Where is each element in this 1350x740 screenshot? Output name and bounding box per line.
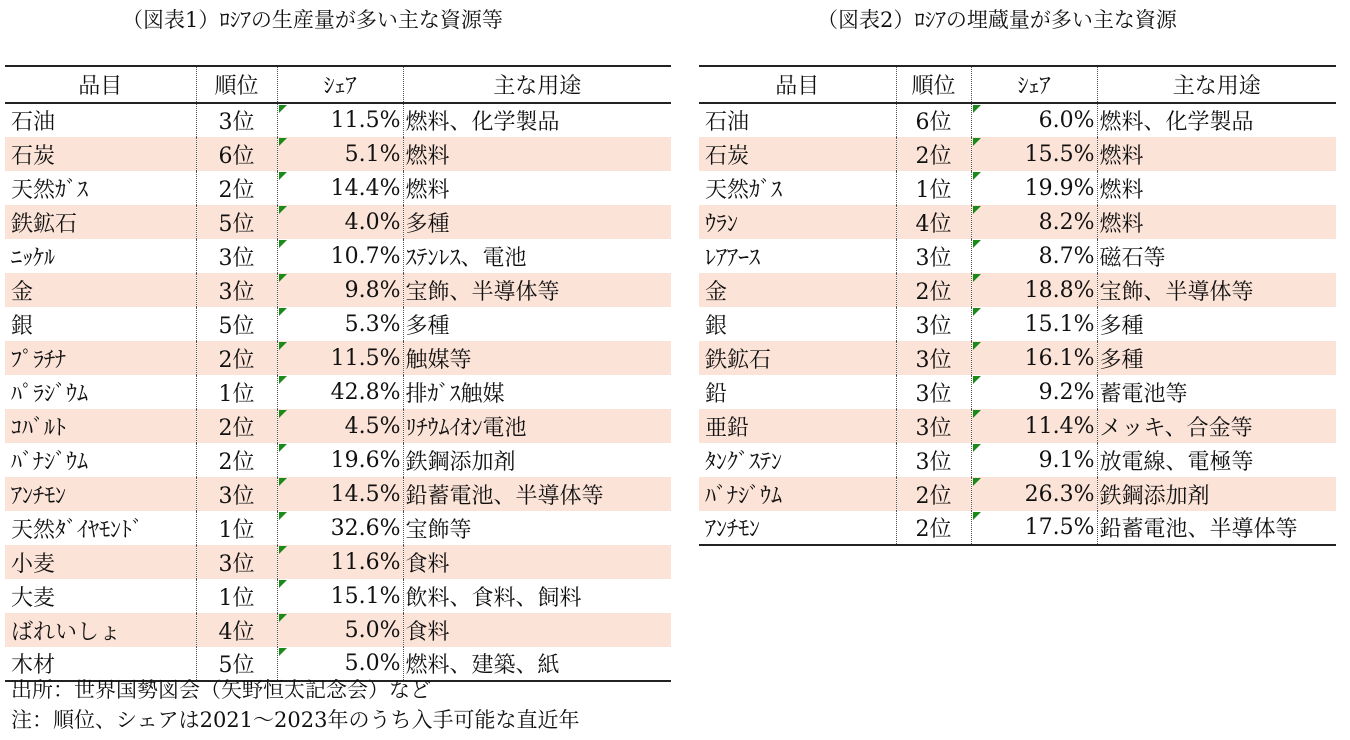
share-cell: [277, 511, 403, 545]
table-row: [5, 613, 671, 647]
error-indicator-icon: [279, 274, 287, 282]
share-value: 11.6%: [330, 549, 401, 575]
rank-cell: 5位: [196, 205, 277, 239]
table-row: [5, 579, 671, 613]
error-indicator-icon: [279, 172, 287, 180]
item-cell: 石油: [699, 103, 896, 137]
rank-cell: 1位: [196, 511, 277, 545]
share-cell: [971, 477, 1097, 511]
table-row: [5, 205, 671, 239]
rank-cell: 3位: [196, 273, 277, 307]
rank-cell: 1位: [196, 579, 277, 613]
use-cell: 宝飾、半導体等: [403, 273, 671, 307]
table-row: [5, 375, 671, 409]
share-value: 42.8%: [330, 379, 401, 405]
use-cell: 多種: [1097, 341, 1336, 375]
share-cell: [277, 477, 403, 511]
error-indicator-icon: [973, 444, 981, 452]
share-value: 5.1%: [344, 141, 401, 167]
remark-note: 注：順位、シェアは2021～2023年のうち入手可能な直近年: [11, 708, 580, 732]
table-row: [5, 511, 671, 545]
share-cell: [971, 375, 1097, 409]
use-cell: メッキ、合金等: [1097, 409, 1336, 443]
error-indicator-icon: [279, 614, 287, 622]
item-cell: 木材: [5, 647, 196, 681]
use-cell: 燃料: [405, 177, 450, 203]
rank-cell: 1位: [896, 171, 971, 205]
item-cell: ﾀﾝｸﾞｽﾃﾝ: [699, 443, 896, 477]
item-cell: ﾌﾟﾗﾁﾅ: [5, 341, 196, 375]
error-indicator-icon: [973, 308, 981, 316]
share-value: 10.7%: [330, 243, 401, 269]
use-cell: 燃料: [1097, 137, 1336, 171]
header-share: ｼｪｱ: [971, 66, 1097, 103]
item-cell: ﾚｱｱｰｽ: [699, 239, 896, 273]
table-row: [5, 477, 671, 511]
table-row: [699, 239, 1336, 273]
error-indicator-icon: [973, 138, 981, 146]
error-indicator-icon: [279, 546, 287, 554]
error-indicator-icon: [973, 410, 981, 418]
item-cell: 天然ｶﾞｽ: [699, 171, 896, 205]
share-cell: [277, 443, 403, 477]
use-cell: 磁石等: [1099, 245, 1166, 271]
share-cell: [277, 341, 403, 375]
error-indicator-icon: [973, 478, 981, 486]
rank-cell: 3位: [896, 443, 971, 477]
error-indicator-icon: [973, 206, 981, 214]
table-row: [5, 545, 671, 579]
use-cell: 触媒等: [403, 341, 671, 375]
table2-title: （図表2）ﾛｼｱの埋蔵量が多い主な資源: [817, 8, 1177, 32]
share-cell: [277, 103, 403, 137]
use-cell: 宝飾、半導体等: [1097, 273, 1336, 307]
item-cell: 石油: [5, 103, 196, 137]
share-value: 16.1%: [1024, 345, 1095, 371]
share-value: 15.1%: [330, 583, 401, 609]
header-rank: 順位: [196, 66, 277, 103]
table-row: [699, 341, 1336, 375]
error-indicator-icon: [279, 342, 287, 350]
table-row: [5, 273, 671, 307]
share-value: 9.1%: [1038, 447, 1095, 473]
error-indicator-icon: [279, 308, 287, 316]
share-cell: [971, 137, 1097, 171]
share-cell: [971, 341, 1097, 375]
item-cell: 小麦: [5, 545, 196, 579]
table-row: [5, 171, 671, 205]
share-cell: [277, 409, 403, 443]
rank-cell: 6位: [196, 137, 277, 171]
rank-cell: 5位: [196, 647, 277, 681]
use-cell: 放電線、電極等: [1099, 449, 1254, 475]
share-cell: [277, 307, 403, 341]
item-cell: 鉛: [699, 375, 896, 409]
share-value: 5.3%: [344, 311, 401, 337]
rank-cell: 2位: [196, 341, 277, 375]
use-cell: ﾘﾁｳﾑｲｵﾝ電池: [403, 409, 671, 443]
rank-cell: 4位: [896, 205, 971, 239]
table-row: [5, 137, 671, 171]
share-cell: [971, 171, 1097, 205]
item-cell: ｳﾗﾝ: [699, 205, 896, 239]
item-cell: 大麦: [5, 579, 196, 613]
header-use: 主な用途: [403, 66, 671, 103]
share-value: 8.2%: [1038, 209, 1095, 235]
error-indicator-icon: [973, 376, 981, 384]
share-cell: [277, 137, 403, 171]
share-value: 18.8%: [1024, 277, 1095, 303]
share-value: 5.0%: [344, 617, 401, 643]
rank-cell: 6位: [896, 103, 971, 137]
table-row: [699, 205, 1336, 239]
share-cell: [971, 409, 1097, 443]
table-header-row: [5, 66, 671, 103]
share-cell: [971, 511, 1097, 545]
item-cell: 金: [5, 273, 196, 307]
item-cell: ばれいしょ: [5, 613, 196, 647]
table-row: [5, 239, 671, 273]
share-value: 14.5%: [330, 481, 401, 507]
header-item: 品目: [699, 66, 896, 103]
item-cell: ｺﾊﾞﾙﾄ: [5, 409, 196, 443]
rank-cell: 3位: [896, 307, 971, 341]
use-cell: 多種: [403, 205, 671, 239]
share-cell: [277, 545, 403, 579]
use-cell: 飲料、食料、飼料: [405, 585, 582, 611]
use-cell: 蓄電池等: [1099, 381, 1188, 407]
use-cell: 燃料: [1099, 177, 1144, 203]
item-cell: ｱﾝﾁﾓﾝ: [699, 511, 896, 545]
use-cell: ｽﾃﾝﾚｽ、電池: [405, 245, 527, 271]
use-cell: 多種: [405, 313, 450, 339]
share-value: 9.2%: [1038, 379, 1095, 405]
error-indicator-icon: [279, 478, 287, 486]
use-cell: 食料: [403, 545, 671, 579]
item-cell: 天然ﾀﾞｲﾔﾓﾝﾄﾞ: [5, 511, 196, 545]
error-indicator-icon: [973, 240, 981, 248]
rank-cell: 2位: [196, 171, 277, 205]
rank-cell: 3位: [196, 239, 277, 273]
table-row: [5, 341, 671, 375]
share-value: 5.0%: [344, 651, 401, 676]
error-indicator-icon: [279, 240, 287, 248]
rank-cell: 3位: [196, 477, 277, 511]
item-cell: 天然ｶﾞｽ: [5, 171, 196, 205]
use-cell: 排ｶﾞｽ触媒: [405, 381, 505, 407]
error-indicator-icon: [973, 105, 981, 113]
table-row: [699, 477, 1336, 511]
item-cell: 銀: [5, 307, 196, 341]
item-cell: 石炭: [5, 137, 196, 171]
item-cell: 金: [699, 273, 896, 307]
table-row: [699, 103, 1336, 137]
use-cell: 燃料、化学製品: [405, 110, 560, 135]
table-row: [699, 307, 1336, 341]
header-share: ｼｪｱ: [277, 66, 403, 103]
share-value: 26.3%: [1024, 481, 1095, 507]
item-cell: 鉄鉱石: [5, 205, 196, 239]
error-indicator-icon: [973, 512, 981, 520]
error-indicator-icon: [279, 376, 287, 384]
item-cell: 亜鉛: [699, 409, 896, 443]
error-indicator-icon: [279, 444, 287, 452]
error-indicator-icon: [279, 206, 287, 214]
error-indicator-icon: [279, 410, 287, 418]
table-row: [5, 443, 671, 477]
use-cell: 宝飾等: [405, 517, 472, 543]
item-cell: ﾊﾞﾅｼﾞｳﾑ: [699, 477, 896, 511]
rank-cell: 2位: [896, 511, 971, 545]
share-cell: [277, 613, 403, 647]
rank-cell: 2位: [896, 477, 971, 511]
share-value: 32.6%: [330, 515, 401, 541]
use-cell: 燃料、化学製品: [1099, 110, 1254, 135]
share-value: 19.9%: [1024, 175, 1095, 201]
share-value: 15.5%: [1024, 141, 1095, 167]
rank-cell: 3位: [896, 375, 971, 409]
rank-cell: 3位: [896, 239, 971, 273]
table-row: [699, 409, 1336, 443]
item-cell: ﾊﾟﾗｼﾞｳﾑ: [5, 375, 196, 409]
use-cell: 燃料: [1097, 205, 1336, 239]
rank-cell: 2位: [896, 273, 971, 307]
header-rank: 順位: [896, 66, 971, 103]
item-cell: 銀: [699, 307, 896, 341]
table1-title: （図表1）ﾛｼｱの生産量が多い主な資源等: [122, 8, 503, 32]
share-cell: [971, 205, 1097, 239]
use-cell: 多種: [1099, 313, 1144, 339]
error-indicator-icon: [279, 580, 287, 588]
rank-cell: 5位: [196, 307, 277, 341]
share-value: 6.0%: [1038, 108, 1095, 133]
rank-cell: 1位: [196, 375, 277, 409]
item-cell: ﾆｯｹﾙ: [5, 239, 196, 273]
table-row: [5, 103, 671, 137]
share-cell: [277, 375, 403, 409]
share-value: 11.5%: [330, 345, 401, 371]
share-value: 15.1%: [1024, 311, 1095, 337]
share-cell: [277, 171, 403, 205]
rank-cell: 2位: [896, 137, 971, 171]
share-cell: [971, 273, 1097, 307]
share-cell: [971, 307, 1097, 341]
error-indicator-icon: [973, 274, 981, 282]
table-row: [5, 307, 671, 341]
share-value: 8.7%: [1038, 243, 1095, 269]
share-value: 19.6%: [330, 447, 401, 473]
share-cell: [277, 205, 403, 239]
use-cell: 鉛蓄電池、半導体等: [403, 477, 671, 511]
use-cell: 燃料、建築、紙: [403, 647, 671, 681]
production-table: [5, 65, 671, 682]
table-row: [5, 409, 671, 443]
table-row: [699, 137, 1336, 171]
table-row: [699, 273, 1336, 307]
share-value: 11.5%: [330, 108, 401, 133]
use-cell: 鉄鋼添加剤: [405, 449, 516, 475]
share-cell: [971, 103, 1097, 137]
rank-cell: 3位: [196, 103, 277, 137]
header-item: 品目: [5, 66, 196, 103]
rank-cell: 4位: [196, 613, 277, 647]
table-row: [699, 375, 1336, 409]
error-indicator-icon: [279, 105, 287, 113]
share-cell: [277, 239, 403, 273]
share-value: 11.4%: [1024, 413, 1095, 439]
error-indicator-icon: [279, 648, 287, 656]
share-value: 4.5%: [344, 413, 401, 439]
table-row: [699, 443, 1336, 477]
rank-cell: 3位: [896, 341, 971, 375]
use-cell: 食料: [403, 613, 671, 647]
table-row: [699, 171, 1336, 205]
rank-cell: 3位: [896, 409, 971, 443]
rank-cell: 3位: [196, 545, 277, 579]
item-cell: ｱﾝﾁﾓﾝ: [5, 477, 196, 511]
item-cell: 鉄鉱石: [699, 341, 896, 375]
share-value: 14.4%: [330, 175, 401, 201]
rank-cell: 2位: [196, 443, 277, 477]
source-note: 出所：世界国勢図会（矢野恒太記念会）など: [11, 678, 431, 702]
share-value: 17.5%: [1024, 515, 1095, 540]
error-indicator-icon: [973, 172, 981, 180]
share-value: 4.0%: [344, 209, 401, 235]
use-cell: 燃料: [403, 137, 671, 171]
table-row: [699, 511, 1336, 545]
use-cell: 鉄鋼添加剤: [1097, 477, 1336, 511]
item-cell: ﾊﾞﾅｼﾞｳﾑ: [5, 443, 196, 477]
share-cell: [971, 239, 1097, 273]
error-indicator-icon: [279, 138, 287, 146]
header-use: 主な用途: [1097, 66, 1336, 103]
error-indicator-icon: [279, 512, 287, 520]
error-indicator-icon: [973, 342, 981, 350]
use-cell: 鉛蓄電池、半導体等: [1097, 511, 1336, 545]
rank-cell: 2位: [196, 409, 277, 443]
share-value: 9.8%: [344, 277, 401, 303]
reserves-table: [699, 65, 1336, 546]
table-header-row: [699, 66, 1336, 103]
share-cell: [277, 273, 403, 307]
share-cell: [277, 579, 403, 613]
share-cell: [971, 443, 1097, 477]
item-cell: 石炭: [699, 137, 896, 171]
